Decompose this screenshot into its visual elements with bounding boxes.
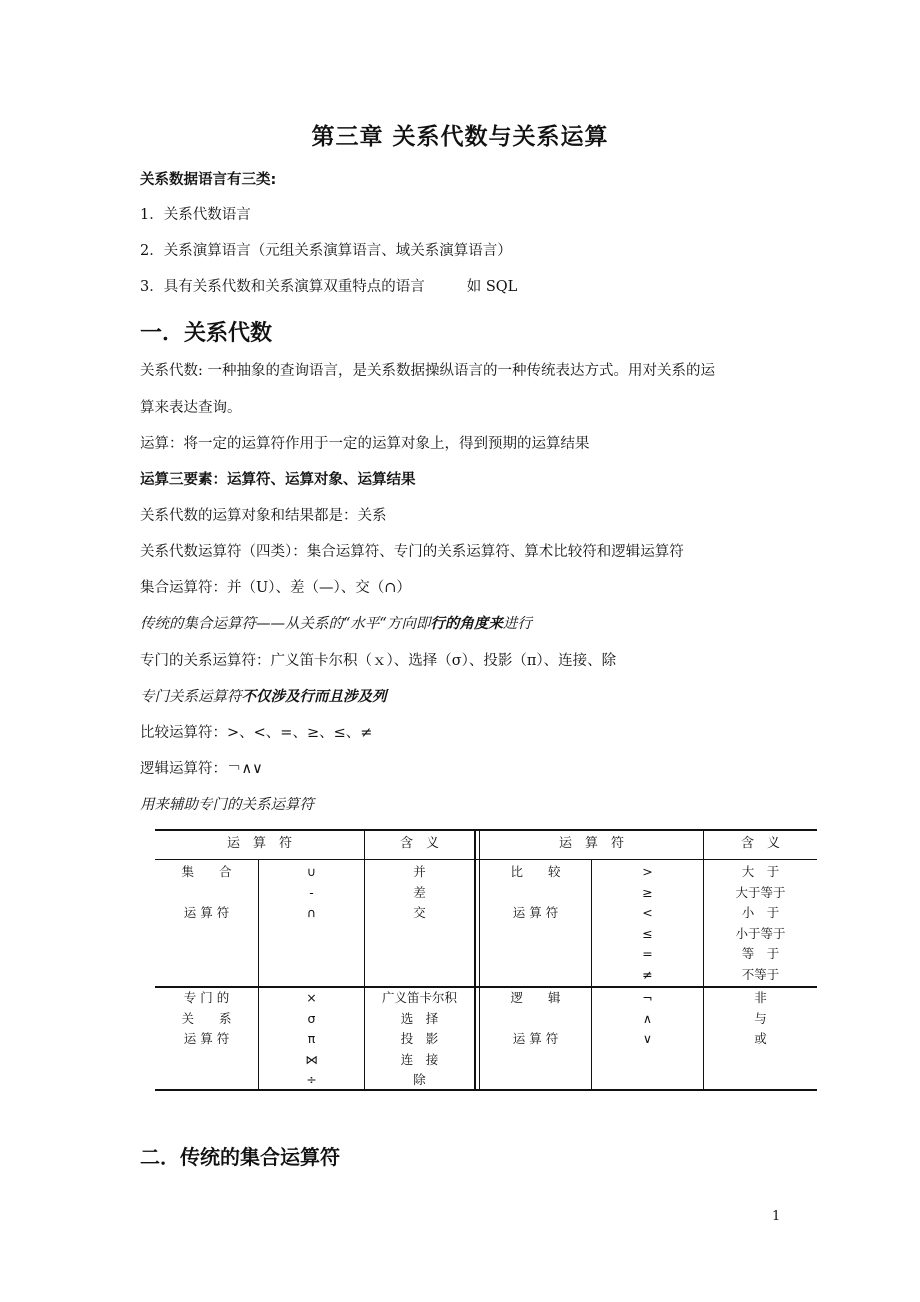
table-cell-set-meanings: 并 差 交 bbox=[413, 864, 426, 920]
sql-example: 如 SQL bbox=[466, 279, 518, 295]
table-cell-compare-symbols: > ≥ < ≤ = ≠ bbox=[642, 864, 653, 982]
table-cell-logic-category: 逻 辑 运 算 符 bbox=[510, 990, 561, 1046]
special-note bbox=[140, 687, 800, 707]
traditional-note-b: 行的角度来 bbox=[430, 615, 503, 632]
list-item: 1．关系代数语言 bbox=[140, 207, 251, 223]
special-operators: 专门的关系运算符：广义笛卡尔积（ｘ）、选择（σ）、投影（π）、连接、除 bbox=[140, 653, 617, 669]
section-heading-traditional-set-ops: 二．传统的集合运算符 bbox=[140, 1145, 340, 1169]
four-classes: 关系代数运算符（四类）：集合运算符、专门的关系运算符、算术比较符和逻辑运算符 bbox=[140, 544, 684, 560]
table-cell-logic-symbols: ¬ ∧ ∨ bbox=[642, 990, 653, 1046]
intro-heading: 关系数据语言有三类: bbox=[140, 172, 277, 188]
list-item: 2．关系演算语言（元组关系演算语言、域关系演算语言） bbox=[140, 243, 512, 259]
three-elements: 运算三要素：运算符、运算对象、运算结果 bbox=[140, 472, 416, 488]
table-rule-header bbox=[155, 859, 817, 860]
table-cell-compare-meanings: 大 于 大于等于 小 于 小于等于 等 于 不等于 bbox=[735, 864, 786, 982]
aux-note: 用来辅助专门的关系运算符 bbox=[140, 797, 314, 813]
list-item bbox=[140, 277, 800, 297]
objects-result: 关系代数的运算对象和结果都是：关系 bbox=[140, 508, 387, 524]
table-rule-v3 bbox=[474, 829, 476, 1089]
table-cell-set-category: 集 合 运 算 符 bbox=[181, 864, 232, 920]
table-cell-set-symbols: ∪ - ∩ bbox=[306, 864, 317, 920]
table-cell-compare-category: 比 较 运 算 符 bbox=[510, 864, 561, 920]
page-title: 第三章 关系代数与关系运算 bbox=[311, 124, 609, 150]
table-rule-top bbox=[155, 829, 817, 831]
table-header-operator-right: 运 算 符 bbox=[558, 836, 624, 851]
table-header-operator-left: 运 算 符 bbox=[226, 836, 292, 851]
logic-operators: 逻辑运算符：￢∧∨ bbox=[140, 761, 263, 777]
table-header-meaning-right: 含 义 bbox=[740, 836, 780, 851]
list-item-text: 3．具有关系代数和关系演算双重特点的语言 bbox=[140, 279, 425, 295]
table-cell-special-symbols: × σ π ⋈ ÷ bbox=[305, 990, 318, 1087]
page-number: 1 bbox=[772, 1209, 781, 1224]
table-cell-special-meanings: 广义笛卡尔积 选 择 投 影 连 接 除 bbox=[381, 990, 457, 1087]
special-note-b: 不仅涉及行而且涉及列 bbox=[241, 688, 387, 705]
special-note-a: 专门关系运算符 bbox=[140, 689, 242, 705]
section-heading-relational-algebra: 一．关系代数 bbox=[140, 321, 273, 346]
traditional-note-a: 传统的集合运算符——从关系的“水平“方向即 bbox=[140, 616, 431, 632]
traditional-note-c: 进行 bbox=[502, 616, 532, 632]
table-rule-bottom bbox=[155, 1089, 817, 1091]
table-cell-special-category: 专 门 的 关 系 运 算 符 bbox=[181, 990, 232, 1046]
operator-table bbox=[155, 829, 817, 1091]
paragraph-definition-cont: 算来表达查询。 bbox=[140, 400, 242, 416]
table-header-meaning-left: 含 义 bbox=[399, 836, 439, 851]
table-cell-logic-meanings: 非 与 或 bbox=[754, 990, 767, 1046]
compare-operators: 比较运算符：>、<、=、≥、≤、≠ bbox=[140, 725, 373, 741]
paragraph-definition: 关系代数: 一种抽象的查询语言，是关系数据操纵语言的一种传统表达方式。用对关系的运 bbox=[140, 363, 715, 379]
traditional-note bbox=[140, 614, 800, 634]
paragraph-operation: 运算：将一定的运算符作用于一定的运算对象上，得到预期的运算结果 bbox=[140, 436, 590, 452]
set-operators: 集合运算符：并（U）、差（—）、交（∩） bbox=[140, 580, 411, 596]
